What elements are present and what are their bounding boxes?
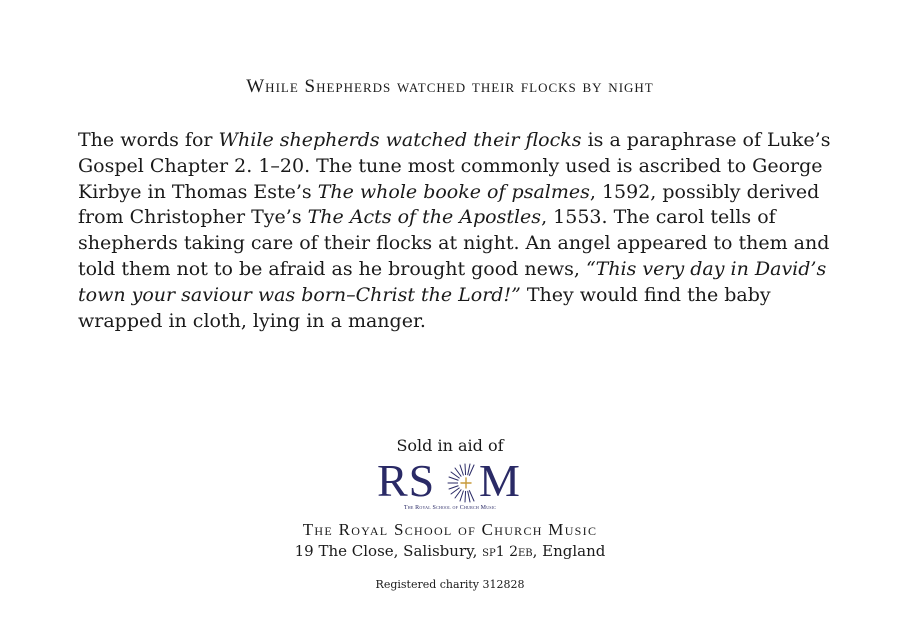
organization-name: The Royal School of Church Music: [302, 520, 598, 539]
organization-address: [0, 542, 900, 560]
address-street: 19 The Close, Salisbury,: [294, 542, 483, 560]
italic-quote: “This very day in David’s town your saviour was born–Christ the Lord!”: [78, 257, 827, 306]
italic-title-carol: While shepherds watched their flocks: [218, 129, 582, 151]
text-run: They would find the baby wrapped in cloth, lying in a manger.: [78, 283, 771, 332]
text-run: is a paraphrase of Luke’s Gospel Chapter 2. 1–20. The tune most commonly used is ascribed to George Kirbye in Thomas Este’s: [78, 129, 831, 203]
sold-in-aid-label: Sold in aid of: [396, 436, 504, 455]
sunburst-c-icon: [447, 463, 479, 503]
rscm-logo: [375, 455, 525, 514]
logo-letters-rs: RS: [377, 455, 436, 506]
logo-subtitle: The Royal School of Church Music: [403, 505, 497, 511]
italic-title-acts: The Acts of the Apostles: [307, 206, 542, 229]
address-country: , England: [532, 542, 606, 560]
text-run: The words for: [78, 129, 219, 151]
address-postcode: sp1 2eb: [482, 544, 533, 560]
registered-charity-number: Registered charity 312828: [375, 578, 525, 591]
card-title: While Shepherds watched their flocks by night: [246, 76, 654, 97]
description-paragraph: [78, 128, 838, 334]
logo-letter-m: M: [479, 455, 521, 506]
text-run: , 1592, possibly derived from Christopher Tye’s: [78, 180, 820, 229]
italic-title-psalmes: The whole booke of psalmes: [317, 180, 590, 203]
text-run: , 1553. The carol tells of shepherds taking care of their flocks at night. An angel appeared to them and told them not to be afraid as he brought good news,: [78, 206, 830, 280]
